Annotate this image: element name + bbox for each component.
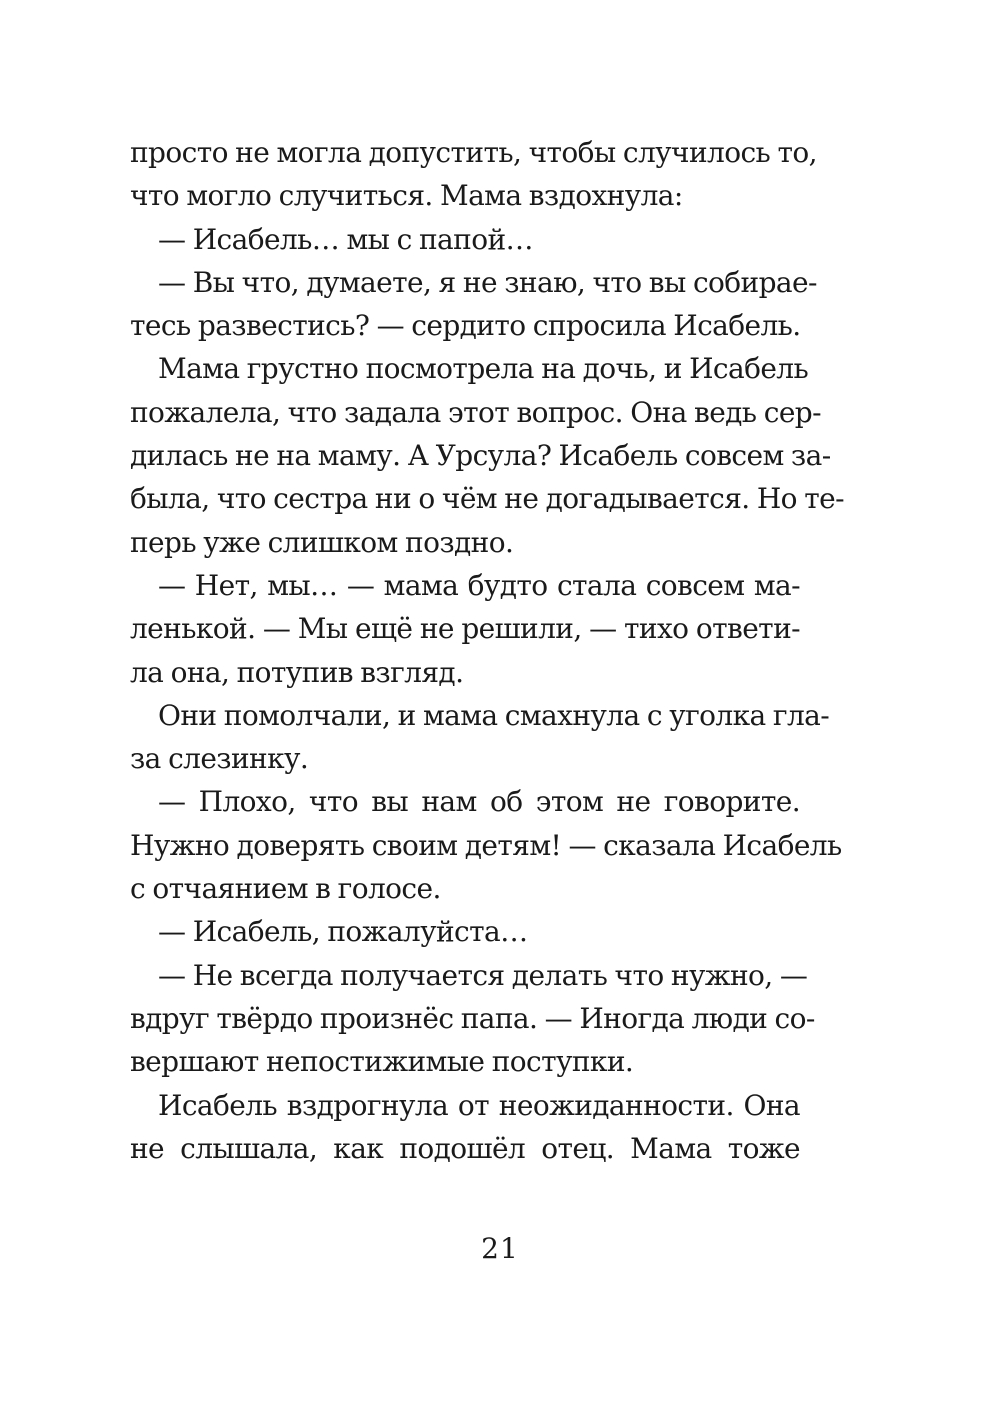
text-line: — Не всегда получается делать что нужно, — [158,958,808,992]
text-line: Они помолчали, и мама смахнула с уголка гла- [158,698,830,732]
text-line: — Вы что, думаете, я не знаю, что вы собирае- [158,265,817,299]
text-line: не слышала, как подошёл отец. Мама тоже [130,1131,800,1165]
text-line: ленькой. — Мы ещё не решили, — тихо ответи- [130,612,800,646]
text-line: с отчаянием в голосе. [130,872,441,906]
text-line: — Нет, мы… — мама будто стала совсем ма- [158,568,800,602]
text-line: вершают непостижимые поступки. [130,1045,634,1079]
text-line: перь уже слишком поздно. [130,525,514,559]
text-line: вдруг твёрдо произнёс папа. — Иногда люди со- [130,1001,815,1035]
text-line: Мама грустно посмотрела на дочь, и Исабель [158,352,809,386]
text-line: — Плохо, что вы нам об этом не говорите. [158,785,800,819]
text-line: — Исабель… мы с папой… [158,222,533,256]
text-line: просто не могла допустить, чтобы случилось то, [130,136,817,169]
body-text [130,131,844,1170]
page-number: 21 [481,1232,519,1265]
text-line: что могло случиться. Мама вздохнула: [130,179,683,213]
text-line: Нужно доверять своим детям! — сказала Исабель [130,828,842,862]
text-line: ла она, потупив взгляд. [130,655,464,689]
text-line: пожалела, что задала этот вопрос. Она ведь сер- [130,395,821,429]
text-line: тесь развестись? — сердито спросила Исабель. [130,309,801,343]
text-line: — Исабель, пожалуйста… [158,915,528,949]
text-line: Исабель вздрогнула от неожиданности. Она [158,1088,800,1122]
text-line: была, что сестра ни о чём не догадывается. Но те- [130,482,844,516]
text-line: за слезинку. [130,742,309,776]
text-line: дилась не на маму. А Урсула? Исабель совсем за- [130,439,831,473]
